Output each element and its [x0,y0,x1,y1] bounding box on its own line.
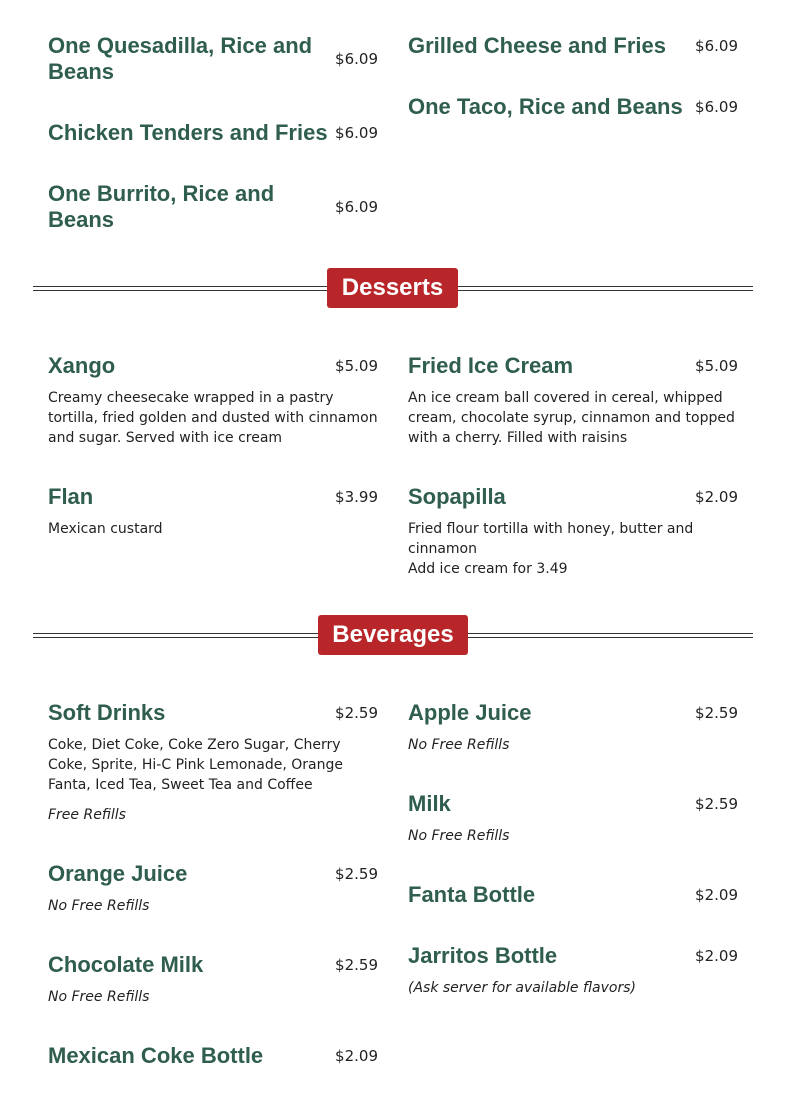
item-price: $2.59 [695,704,738,722]
item-name: Jarritos Bottle [408,943,558,968]
menu-item [408,484,738,584]
item-note: (Ask server for available flavors) [408,980,636,996]
menu-item [408,353,738,453]
menu-item [48,181,378,241]
item-price: $6.09 [335,124,378,142]
item-note: No Free Refills [408,737,510,753]
item-price: $3.99 [335,488,378,506]
item-price: $2.59 [335,865,378,883]
item-price: $6.09 [695,37,738,55]
menu-item [408,700,738,760]
item-description: Coke, Diet Coke, Coke Zero Sugar, Cherry Coke, Sprite, Hi-C Pink Lemonade, Orange Fanta, Iced Tea, Sweet Tea and Coffee [48,737,343,793]
item-price: $6.09 [695,98,738,116]
menu-item [48,861,378,921]
item-price: $2.59 [695,795,738,813]
menu-item [48,353,378,453]
item-price: $2.59 [335,956,378,974]
item-name: One Burrito, Rice and Beans [48,181,275,232]
item-price: $2.59 [335,704,378,722]
item-description: Fried flour tortilla with honey, butter and cinnamon [408,521,694,557]
section-divider-beverages [33,615,753,655]
item-note: Free Refills [48,807,126,823]
item-note: No Free Refills [408,828,510,844]
menu-item [48,120,378,150]
menu-item [48,484,378,544]
item-name: Flan [48,484,94,509]
section-divider-desserts [33,268,753,308]
item-note: No Free Refills [48,898,150,914]
item-name: Sopapilla [408,484,506,509]
item-name: Orange Juice [48,861,188,886]
item-name: Milk [408,791,451,816]
item-name: Chocolate Milk [48,952,204,977]
item-name: Fried Ice Cream [408,353,574,378]
menu-item [48,952,378,1012]
item-name: Xango [48,353,116,378]
item-name: One Taco, Rice and Beans [408,94,683,119]
menu-item [408,882,738,912]
item-description: Mexican custard [48,521,163,537]
item-note: No Free Refills [48,989,150,1005]
section-title-beverages: Beverages [318,615,468,655]
item-name: Soft Drinks [48,700,166,725]
item-price: $2.09 [695,947,738,965]
item-price: $6.09 [335,198,378,216]
menu-item [408,791,738,851]
menu-item [408,943,738,1003]
menu-item [408,94,738,124]
item-name: Chicken Tenders and Fries [48,120,328,145]
item-price: $2.09 [335,1047,378,1065]
menu-item [408,33,738,63]
item-price: $5.09 [695,357,738,375]
item-price: $6.09 [335,50,378,68]
item-description: Creamy cheesecake wrapped in a pastry tortilla, fried golden and dusted with cinnamon and sugar. Served with ice cream [48,390,378,446]
item-name: Grilled Cheese and Fries [408,33,666,58]
item-name: One Quesadilla, Rice and Beans [48,33,313,84]
item-name: Apple Juice [408,700,532,725]
section-title-desserts: Desserts [327,268,458,308]
item-name: Fanta Bottle [408,882,536,907]
item-price: $2.09 [695,886,738,904]
menu-item [48,1043,378,1073]
item-price: $2.09 [695,488,738,506]
item-name: Mexican Coke Bottle [48,1043,264,1068]
menu-item [48,700,378,830]
menu-item [48,33,378,93]
item-price: $5.09 [335,357,378,375]
item-addon-note: Add ice cream for 3.49 [408,561,568,577]
item-description: An ice cream ball covered in cereal, whipped cream, chocolate syrup, cinnamon and topped with a cherry. Filled with raisins [408,390,735,446]
